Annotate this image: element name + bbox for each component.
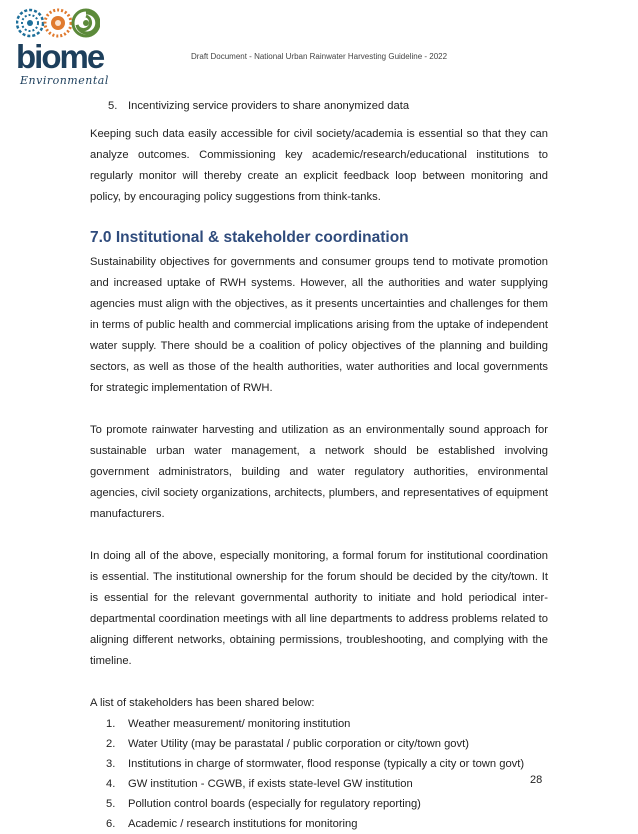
paragraph-network: To promote rainwater harvesting and utilization as an environmentally sound approach for sustainable urban water management, a network should be established involving government administrators, building and water regulatory authorities, environmental agencies, civil society organizations, architects, plumbers, and representatives of equipment manufacturers. xyxy=(90,424,548,520)
paragraph-stakeholders-intro: A list of stakeholders has been shared below: xyxy=(90,697,315,709)
list-item-text: Pollution control boards (especially for regulatory reporting) xyxy=(128,798,421,810)
paragraph-forum: In doing all of the above, especially monitoring, a formal forum for institutional coordination is essential. The institutional ownership for the forum should be decided by the city/town. It is essential for the relevant governmental authority to initiate and hold periodical inter-departmental coordination meetings with all line departments to address problems related to aligning different networks, obtaining permissions, troubleshooting, and complying with the timeline. xyxy=(90,550,548,667)
stakeholder-list xyxy=(90,714,548,834)
paragraph-sustainability: Sustainability objectives for governments and consumer groups tend to motivate promotion and increased uptake of RWH systems. However, all the authorities and water supplying agencies must align with the objectives, as it presents uncertainties and challenges for them in terms of public health and commercial implications arising from the uptake of independent water supply. There should be a coalition of policy objectives of the planning and building sectors, as well as those of the health authorities, water authorities and local governments for strategic implementation of RWH. xyxy=(90,256,548,394)
list-item-number: 5. xyxy=(108,100,118,112)
list-item-number: 1. xyxy=(106,718,116,730)
biome-logo xyxy=(14,8,109,87)
list-item xyxy=(90,734,548,754)
document-header: Draft Document - National Urban Rainwater Harvesting Guideline - 2022 xyxy=(190,52,448,61)
list-item xyxy=(90,714,548,734)
list-item-text: Weather measurement/ monitoring institution xyxy=(128,718,351,730)
list-item-text: Incentivizing service providers to share anonymized data xyxy=(128,100,410,112)
list-item-number: 4. xyxy=(106,778,116,790)
logo-wordmark: biome xyxy=(16,38,104,75)
list-item xyxy=(90,774,548,794)
list-item-number: 2. xyxy=(106,738,116,750)
list-item-text: Institutions in charge of stormwater, flood response (typically a city or town govt) xyxy=(128,758,525,770)
list-item-number: 6. xyxy=(106,818,116,830)
list-item-text: Water Utility (may be parastatal / public corporation or city/town govt) xyxy=(128,738,469,750)
list-item xyxy=(90,794,548,814)
list-item-text: GW institution - CGWB, if exists state-level GW institution xyxy=(128,778,413,790)
list-item-number: 3. xyxy=(106,758,116,770)
page-number: 28 xyxy=(530,774,543,786)
list-item xyxy=(90,814,548,834)
section-heading: 7.0 Institutional & stakeholder coordination xyxy=(90,229,409,246)
logo-subtitle: Environmental xyxy=(20,74,109,87)
logo-circles-icon xyxy=(16,8,100,38)
page-content xyxy=(90,96,548,834)
list-item xyxy=(90,754,548,774)
list-item-number: 5. xyxy=(106,798,116,810)
list-item xyxy=(90,96,548,116)
paragraph-data-access: Keeping such data easily accessible for civil society/academia is essential so that they can analyze outcomes. Commissioning key academic/research/educational institutions to regularly monitor will thereby create an explicit feedback loop between monitoring and policy, by encouraging policy suggestions from think-tanks. xyxy=(90,128,548,203)
list-item-text: Academic / research institutions for monitoring xyxy=(128,818,358,830)
